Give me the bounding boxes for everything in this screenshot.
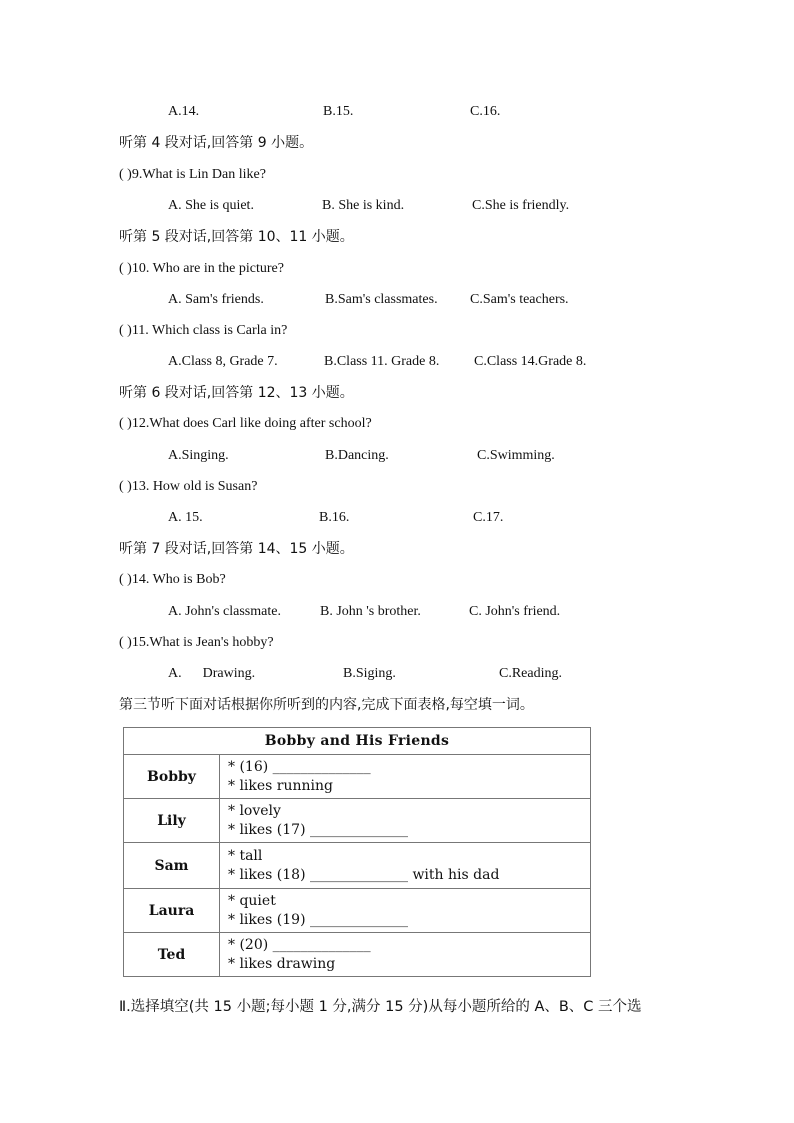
row-line-1: * quiet: [228, 892, 276, 909]
section-5-heading: 听第 5 段对话,回答第 10、11 小题。: [119, 229, 354, 245]
q11-option-b: B.Class 11. Grade 8.: [324, 354, 440, 369]
row-line-1: * (16) ______________: [228, 758, 371, 775]
table-row: [124, 799, 591, 843]
q11-option-a: A.Class 8, Grade 7.: [168, 354, 278, 369]
question-13: ( )13. How old is Susan?: [119, 479, 258, 494]
row-name: Lily: [124, 799, 220, 843]
q8-option-a: A.14.: [168, 104, 200, 119]
table-row: [124, 755, 591, 799]
row-name: Ted: [124, 933, 220, 977]
q14-option-c: C. John's friend.: [469, 604, 561, 619]
row-line-2: * likes (19) ______________: [228, 911, 408, 928]
q13-option-a: A. 15.: [168, 510, 203, 525]
q9-option-b: B. She is kind.: [322, 198, 405, 213]
table-row: [124, 889, 591, 933]
row-line-2: * likes (18) ______________ with his dad: [228, 866, 500, 883]
row-info: [220, 799, 591, 843]
row-line-1: * (20) ______________: [228, 936, 371, 953]
row-line-2: * likes (17) ______________: [228, 821, 408, 838]
q8-option-b: B.15.: [323, 104, 354, 119]
q9-option-a: A. She is quiet.: [168, 198, 254, 213]
q13-option-b: B.16.: [319, 510, 350, 525]
q10-option-a: A. Sam's friends.: [168, 292, 264, 307]
bobby-friends-table: [123, 727, 591, 977]
question-9: ( )9.What is Lin Dan like?: [119, 167, 266, 182]
question-14: ( )14. Who is Bob?: [119, 572, 226, 587]
section-4-heading: 听第 4 段对话,回答第 9 小题。: [119, 135, 314, 151]
row-info: [220, 889, 591, 933]
q8-option-c: C.16.: [470, 104, 501, 119]
q12-option-b: B.Dancing.: [325, 448, 389, 463]
part-2-instructions: Ⅱ.选择填空(共 15 小题;每小题 1 分,满分 15 分)从每小题所给的 A、B、C 三个选: [119, 999, 642, 1015]
q10-option-b: B.Sam's classmates.: [325, 292, 438, 307]
section-7-heading: 听第 7 段对话,回答第 14、15 小题。: [119, 541, 354, 557]
q13-option-c: C.17.: [473, 510, 504, 525]
table-row: [124, 843, 591, 889]
row-name: Sam: [124, 843, 220, 889]
question-10: ( )10. Who are in the picture?: [119, 261, 284, 276]
row-info: [220, 843, 591, 889]
section-6-heading: 听第 6 段对话,回答第 12、13 小题。: [119, 385, 354, 401]
row-info: [220, 933, 591, 977]
row-line-1: * tall: [228, 847, 263, 864]
q11-option-c: C.Class 14.Grade 8.: [474, 354, 587, 369]
q15-option-a: A. Drawing.: [168, 666, 256, 681]
q12-option-a: A.Singing.: [168, 448, 229, 463]
q9-option-c: C.She is friendly.: [472, 198, 570, 213]
q15-option-c: C.Reading.: [499, 666, 562, 681]
q14-option-a: A. John's classmate.: [168, 604, 281, 619]
row-line-2: * likes drawing: [228, 955, 336, 972]
table-title: Bobby and His Friends: [124, 728, 591, 755]
row-name: Laura: [124, 889, 220, 933]
row-info: [220, 755, 591, 799]
question-15: ( )15.What is Jean's hobby?: [119, 635, 274, 650]
question-12: ( )12.What does Carl like doing after school?: [119, 416, 372, 431]
q12-option-c: C.Swimming.: [477, 448, 555, 463]
row-line-2: * likes running: [228, 777, 334, 794]
q15-option-b: B.Siging.: [343, 666, 396, 681]
row-name: Bobby: [124, 755, 220, 799]
part-3-instructions: 第三节听下面对话根据你所听到的内容,完成下面表格,每空填一词。: [119, 697, 534, 713]
question-11: ( )11. Which class is Carla in?: [119, 323, 288, 338]
table-row: [124, 933, 591, 977]
q14-option-b: B. John 's brother.: [320, 604, 421, 619]
q10-option-c: C.Sam's teachers.: [470, 292, 569, 307]
row-line-1: * lovely: [228, 802, 281, 819]
